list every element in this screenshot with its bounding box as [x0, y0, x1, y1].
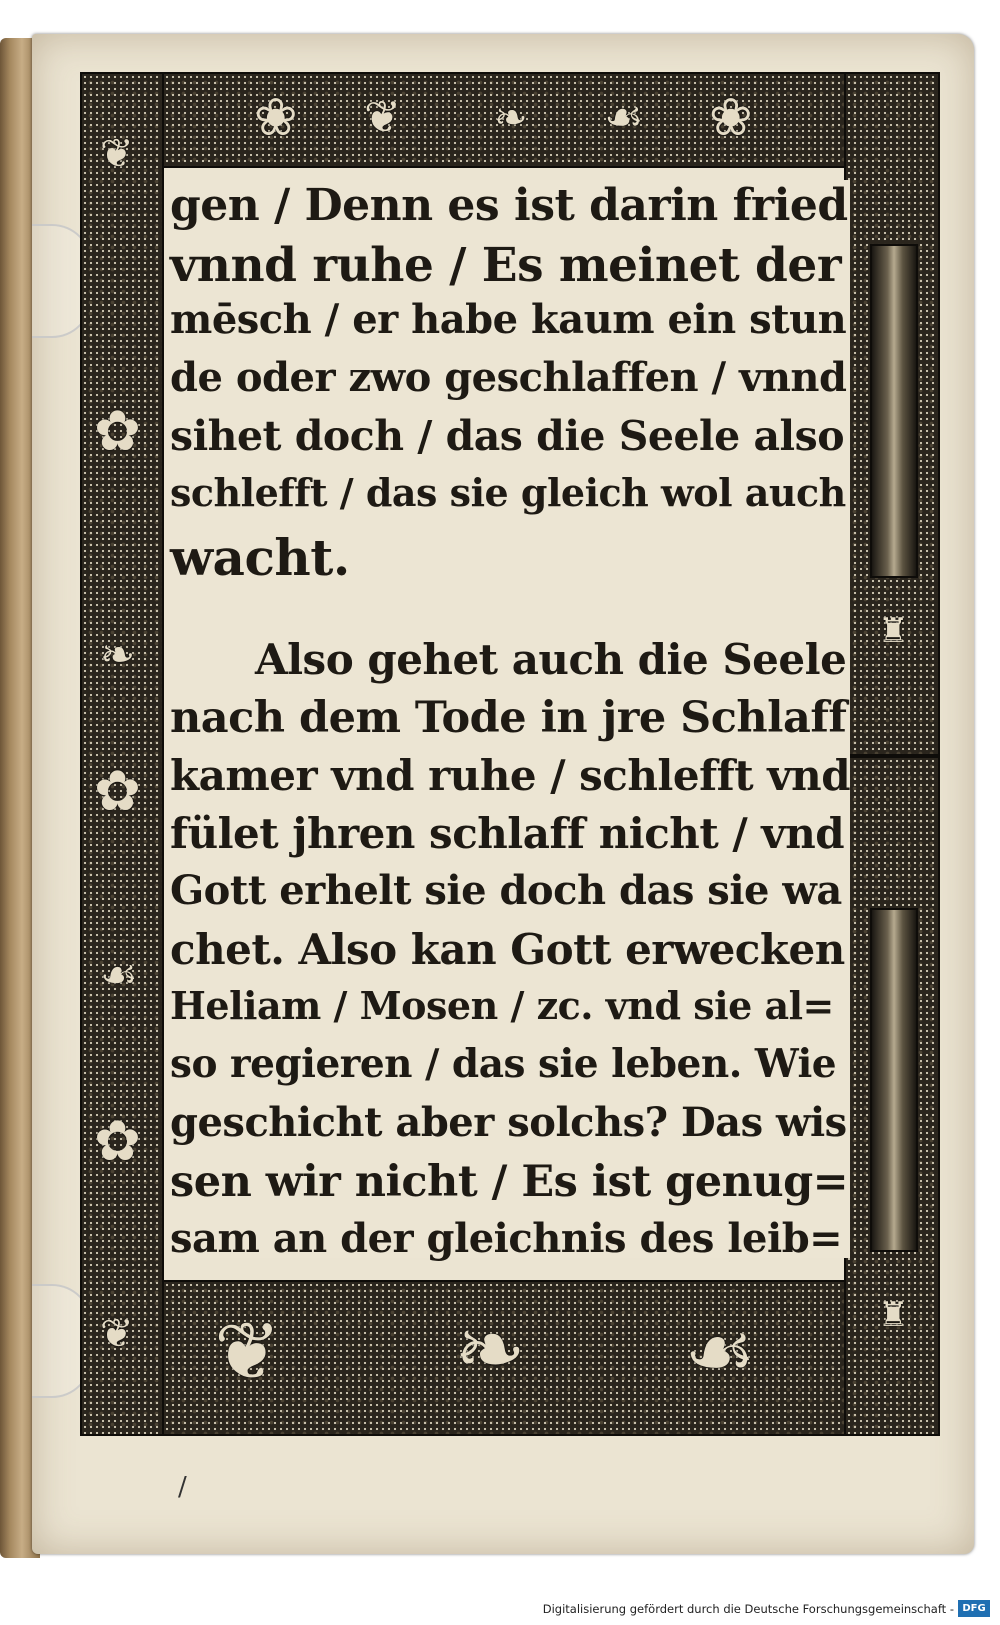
- footer: [0, 1596, 1000, 1625]
- leaf-scroll-icon: ❧: [100, 630, 136, 679]
- text-line: so regieren / das sie leben. Wie: [170, 1041, 837, 1087]
- flower-rosette-icon: ✿: [94, 759, 141, 824]
- dfg-logo: DFG: [958, 1600, 990, 1617]
- flower-rosette-icon: ✿: [94, 399, 141, 464]
- flower-rosette-icon: ✿: [94, 1109, 141, 1174]
- pillar-shaft: [870, 908, 918, 1252]
- flower-rosette-icon: ❀: [254, 88, 298, 148]
- text-line: sen wir nicht / Es ist genug=: [170, 1157, 849, 1207]
- text-line: Gott erhelt sie doch das sie wa: [170, 867, 842, 914]
- body-text: [170, 180, 851, 1262]
- leaf-scroll-icon: ☙: [604, 92, 644, 143]
- tower-icon: ♜: [878, 611, 909, 651]
- text-line: de oder zwo geschlaffen / vnnd: [170, 354, 847, 401]
- text-line: geschicht aber solchs? Das wis: [170, 1099, 847, 1146]
- text-line: chet. Also kan Gott erwecken: [170, 925, 845, 974]
- leaf-scroll-icon: ❧: [494, 95, 528, 141]
- leaf-scroll-icon: ❧: [454, 1300, 527, 1400]
- leaf-scroll-icon: ❦: [100, 131, 134, 177]
- top-border-ornament: [162, 72, 846, 168]
- funding-credit: Digitalisierung gefördert durch die Deutsche Forschungsgemeinschaft -: [542, 1602, 954, 1616]
- text-line: sam an der gleichnis des leib=: [170, 1215, 843, 1262]
- leaf-scroll-icon: ❦: [364, 92, 401, 143]
- text-line: fület jhren schlaff nicht / vnd: [170, 809, 845, 858]
- right-border-ornament-lower: [844, 756, 940, 1436]
- text-line: schlefft / das sie gleich wol auch: [170, 470, 846, 515]
- leaf-scroll-icon: ❦: [100, 1311, 134, 1357]
- right-border-ornament-upper: [844, 72, 940, 756]
- text-line: sihet doch / das die Seele also: [170, 412, 845, 460]
- text-line: kamer vnd ruhe / schlefft vnd: [170, 751, 851, 800]
- leaf-scroll-icon: ☙: [684, 1305, 756, 1398]
- text-line: nach dem Tode in jre Schlaff: [170, 693, 847, 743]
- paragraph-first-line: Also gehet auch die Seele: [255, 635, 847, 684]
- pillar-shaft: [870, 244, 918, 578]
- flower-rosette-icon: ❀: [709, 88, 753, 148]
- text-line: wacht.: [170, 528, 350, 587]
- text-line: gen / Denn es ist darin fried: [170, 180, 848, 231]
- marginal-mark: /: [178, 1472, 187, 1502]
- leaf-scroll-icon: ❦: [214, 1305, 282, 1398]
- text-line: vnnd ruhe / Es meinet der: [170, 238, 842, 293]
- left-border-ornament: [80, 72, 164, 1436]
- text-line: Heliam / Mosen / zc. vnd sie al=: [170, 983, 834, 1028]
- leaf-scroll-icon: ☙: [100, 950, 138, 999]
- bottom-border-ornament: [162, 1280, 846, 1436]
- text-line: mēsch / er habe kaum ein stun: [170, 296, 847, 343]
- tower-icon: ♜: [878, 1295, 909, 1335]
